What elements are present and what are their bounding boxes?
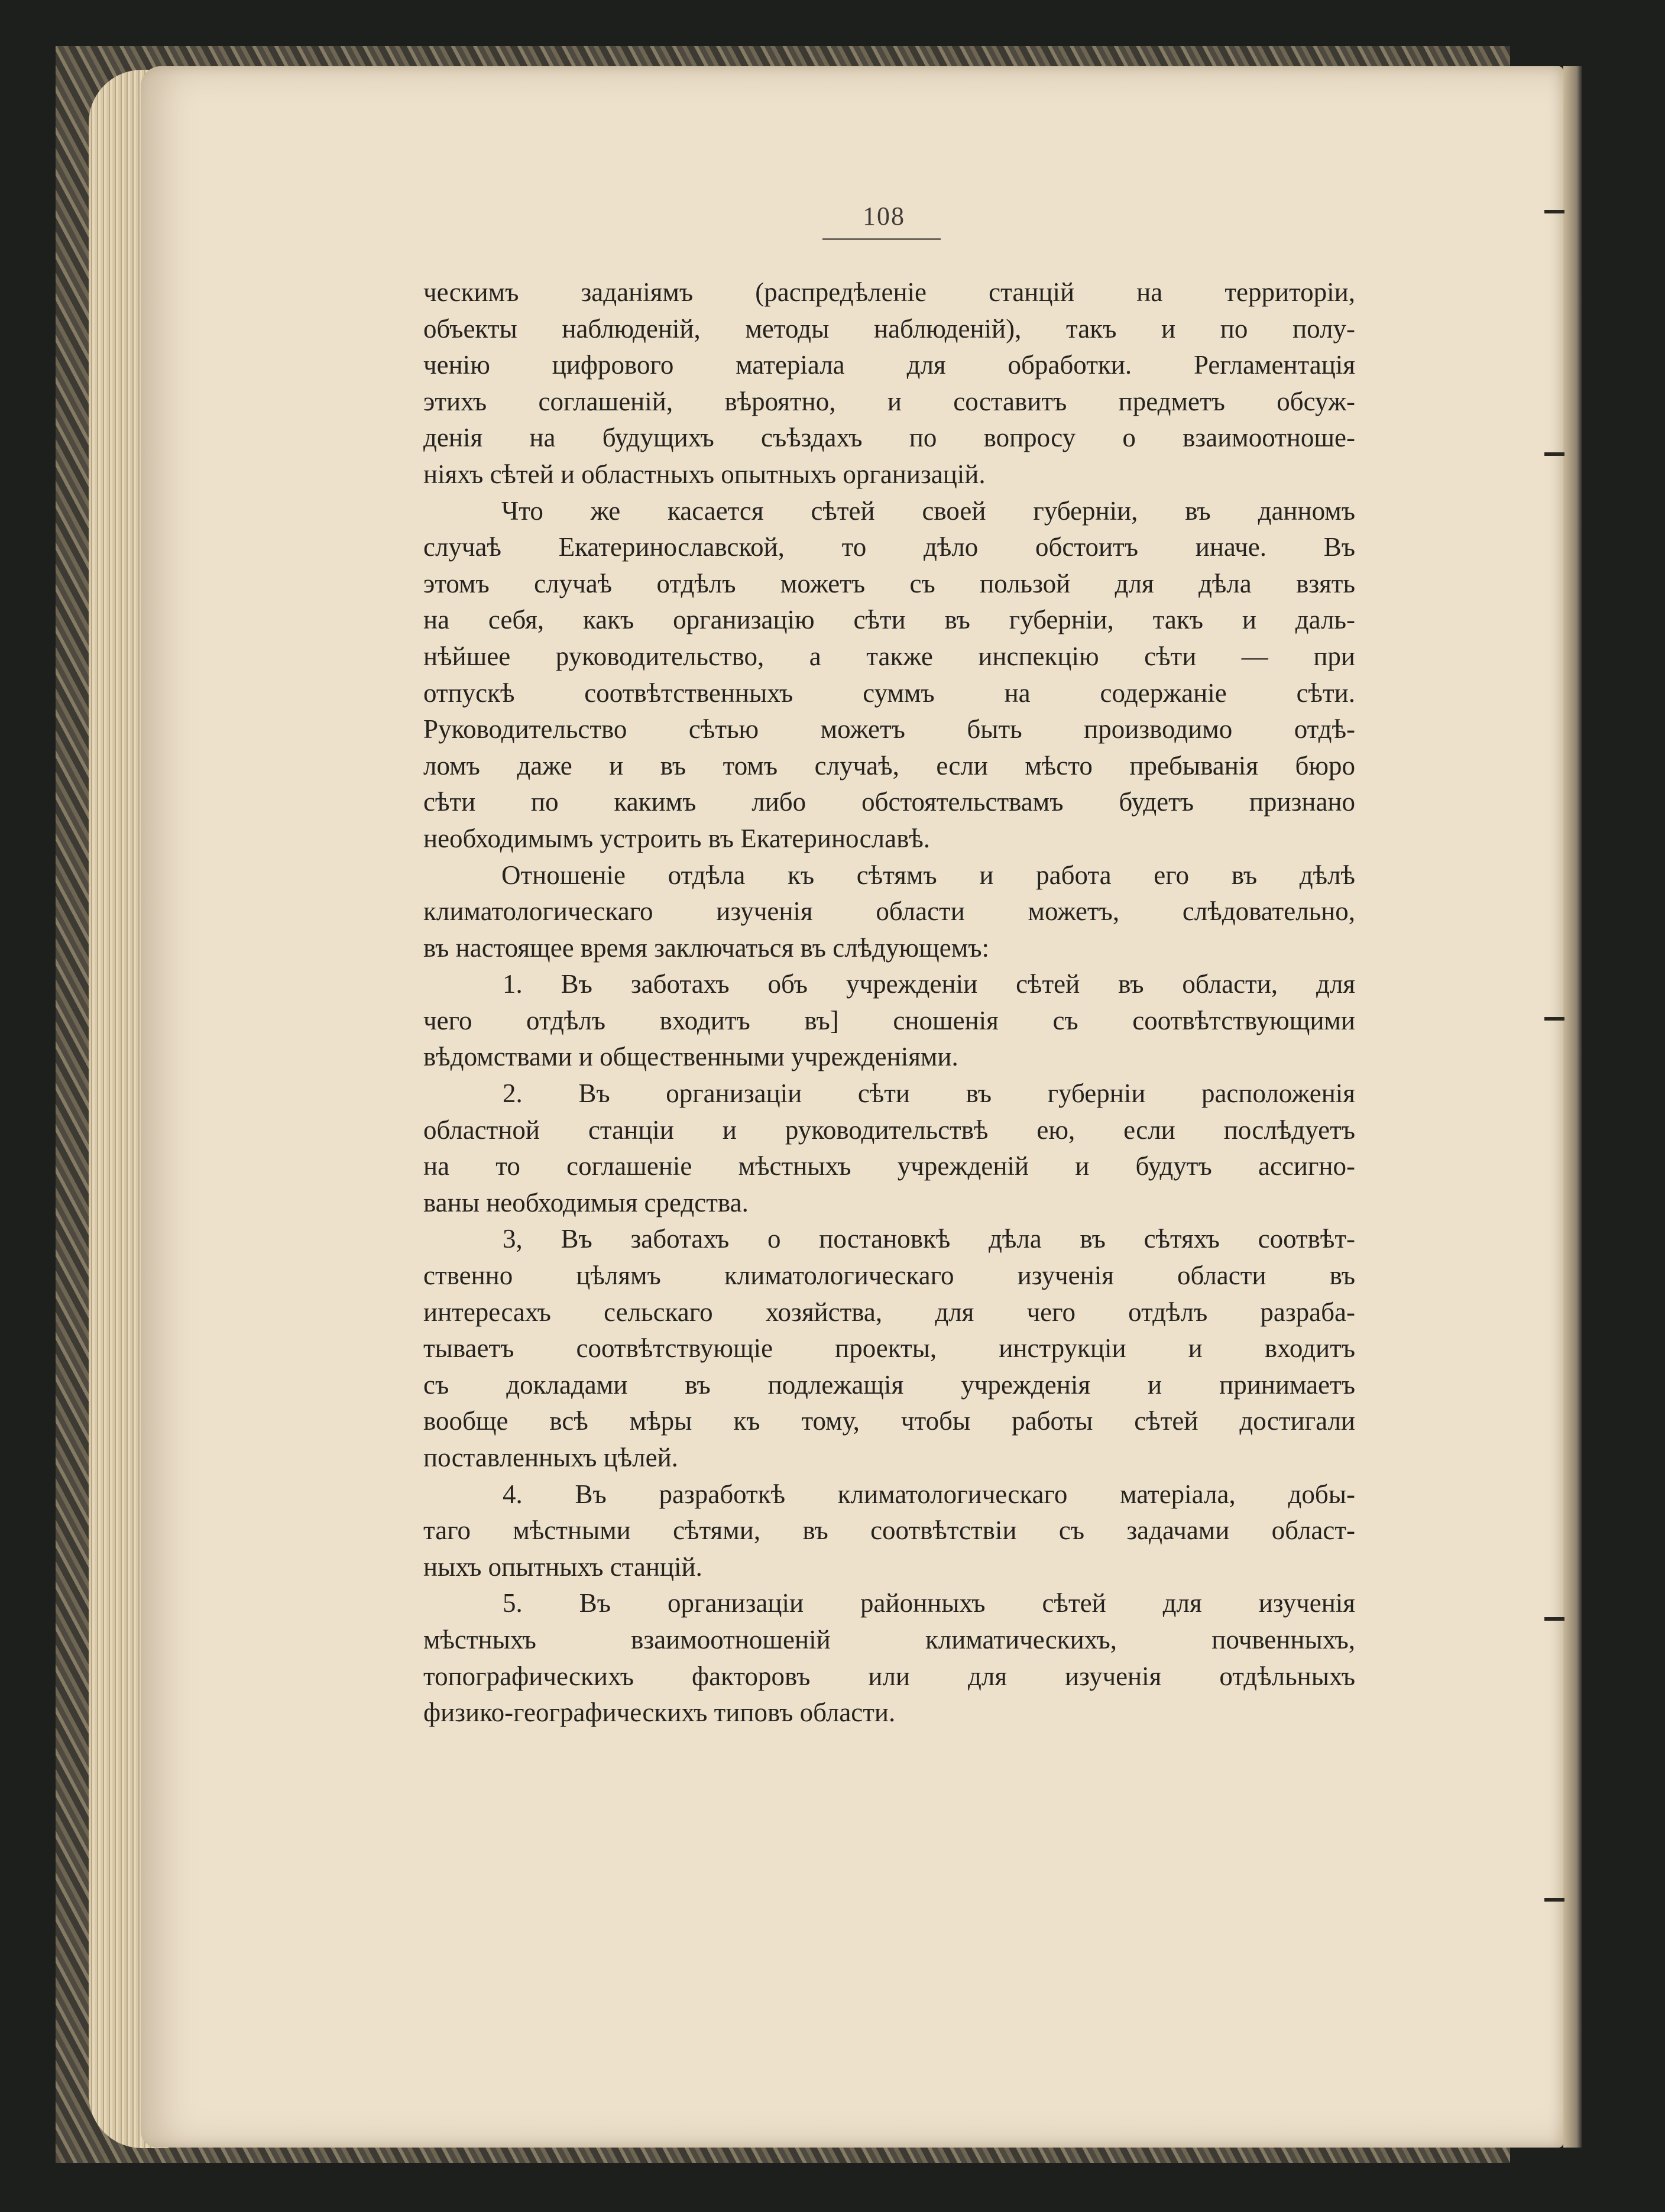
page-number: 108 xyxy=(863,202,905,231)
text-line: тываетъ соотвѣтствующіе проекты, инструкціи и входитъ xyxy=(423,1333,1355,1364)
text-line: этомъ случаѣ отдѣлъ можетъ съ пользой для дѣла взять xyxy=(423,568,1355,598)
text-line: отпускѣ соотвѣтственныхъ суммъ на содержаніе сѣти. xyxy=(423,678,1355,708)
text-line: поставленныхъ цѣлей. xyxy=(423,1443,678,1472)
binding-stitch xyxy=(1544,210,1564,213)
text-line: ныхъ опытныхъ станцій. xyxy=(423,1552,702,1582)
binding-stitch xyxy=(1544,1017,1564,1021)
text-line: топографическихъ факторовъ или для изученія отдѣльныхъ xyxy=(423,1661,1355,1691)
text-line: интересахъ сельскаго хозяйства, для чего отдѣлъ разраба- xyxy=(423,1297,1355,1327)
text-line: денія на будущихъ съѣздахъ по вопросу о взаимоотноше- xyxy=(423,423,1355,453)
binding-stitch xyxy=(1544,1898,1564,1902)
text-line: объекты наблюденій, методы наблюденій), такъ и по полу- xyxy=(423,313,1355,344)
text-line: 5. Въ организаціи районныхъ сѣтей для изученія xyxy=(503,1588,1355,1618)
text-line: 1. Въ заботахъ объ учрежденіи сѣтей въ области, для xyxy=(503,969,1355,999)
text-line: Что же касается сѣтей своей губерніи, въ данномъ xyxy=(501,495,1355,526)
text-line: 2. Въ организаціи сѣти въ губерніи расположенія xyxy=(503,1079,1355,1109)
page-number-rule xyxy=(822,238,941,240)
text-line: съ докладами въ подлежащія учрежденія и принимаетъ xyxy=(423,1369,1355,1400)
binding-stitch xyxy=(1544,452,1564,456)
text-line: ственно цѣлямъ климатологическаго изученія области въ xyxy=(423,1261,1355,1291)
text-line: ломъ даже и въ томъ случаѣ, если мѣсто пребыванія бюро xyxy=(423,750,1355,780)
text-line: нѣйшее руководительство, а также инспекцію сѣти — при xyxy=(423,641,1355,671)
text-line: ніяхъ сѣтей и областныхъ опытныхъ организацій. xyxy=(423,459,986,489)
text-line: въ настоящее время заключаться въ слѣдующемъ: xyxy=(423,932,989,963)
text-line: на себя, какъ организацію сѣти въ губерніи, такъ и даль- xyxy=(423,605,1355,635)
text-line: областной станціи и руководительствѣ ею, если послѣдуетъ xyxy=(423,1115,1355,1145)
text-line: физико-географическихъ типовъ области. xyxy=(423,1698,896,1728)
text-line: таго мѣстными сѣтями, въ соотвѣтствіи съ задачами област- xyxy=(423,1515,1355,1546)
text-line: Руководительство сѣтью можетъ быть производимо отдѣ- xyxy=(423,714,1355,744)
text-line: вѣдомствами и общественными учрежденіями. xyxy=(423,1042,958,1072)
text-line: мѣстныхъ взаимоотношеній климатическихъ, почвенныхъ, xyxy=(423,1624,1355,1654)
text-line: этихъ соглашеній, вѣроятно, и составитъ предметъ обсуж- xyxy=(423,386,1355,416)
text-line: Отношеніе отдѣла къ сѣтямъ и работа его въ дѣлѣ xyxy=(501,860,1355,890)
text-line: климатологическаго изученія области можетъ, слѣдовательно, xyxy=(423,896,1355,927)
text-line: ваны необходимыя средства. xyxy=(423,1187,749,1217)
text-line: случаѣ Екатеринославской, то дѣло обстоитъ иначе. Въ xyxy=(423,532,1355,562)
text-line: чего отдѣлъ входитъ въ] сношенія съ соотвѣтствующими xyxy=(423,1005,1355,1035)
text-line: на то соглашеніе мѣстныхъ учрежденій и будутъ ассигно- xyxy=(423,1151,1355,1181)
text-line: сѣти по какимъ либо обстоятельствамъ будетъ признано xyxy=(423,787,1355,817)
text-line: 4. Въ разработкѣ климатологическаго матеріала, добы- xyxy=(503,1479,1355,1509)
binding-stitch xyxy=(1544,1617,1564,1621)
body-text xyxy=(423,274,1355,1731)
text-line: необходимымъ устроить въ Екатеринославѣ. xyxy=(423,823,930,853)
text-line: 3, Въ заботахъ о постановкѣ дѣла въ сѣтяхъ соотвѣт- xyxy=(503,1224,1355,1254)
text-line: вообще всѣ мѣры къ тому, чтобы работы сѣтей достигали xyxy=(423,1406,1355,1436)
text-line: ченію цифрового матеріала для обработки. Регламентація xyxy=(423,350,1355,380)
facing-page-edge xyxy=(1563,66,1582,2148)
text-line: ческимъ заданіямъ (распредѣленіе станцій на территоріи, xyxy=(423,277,1355,307)
